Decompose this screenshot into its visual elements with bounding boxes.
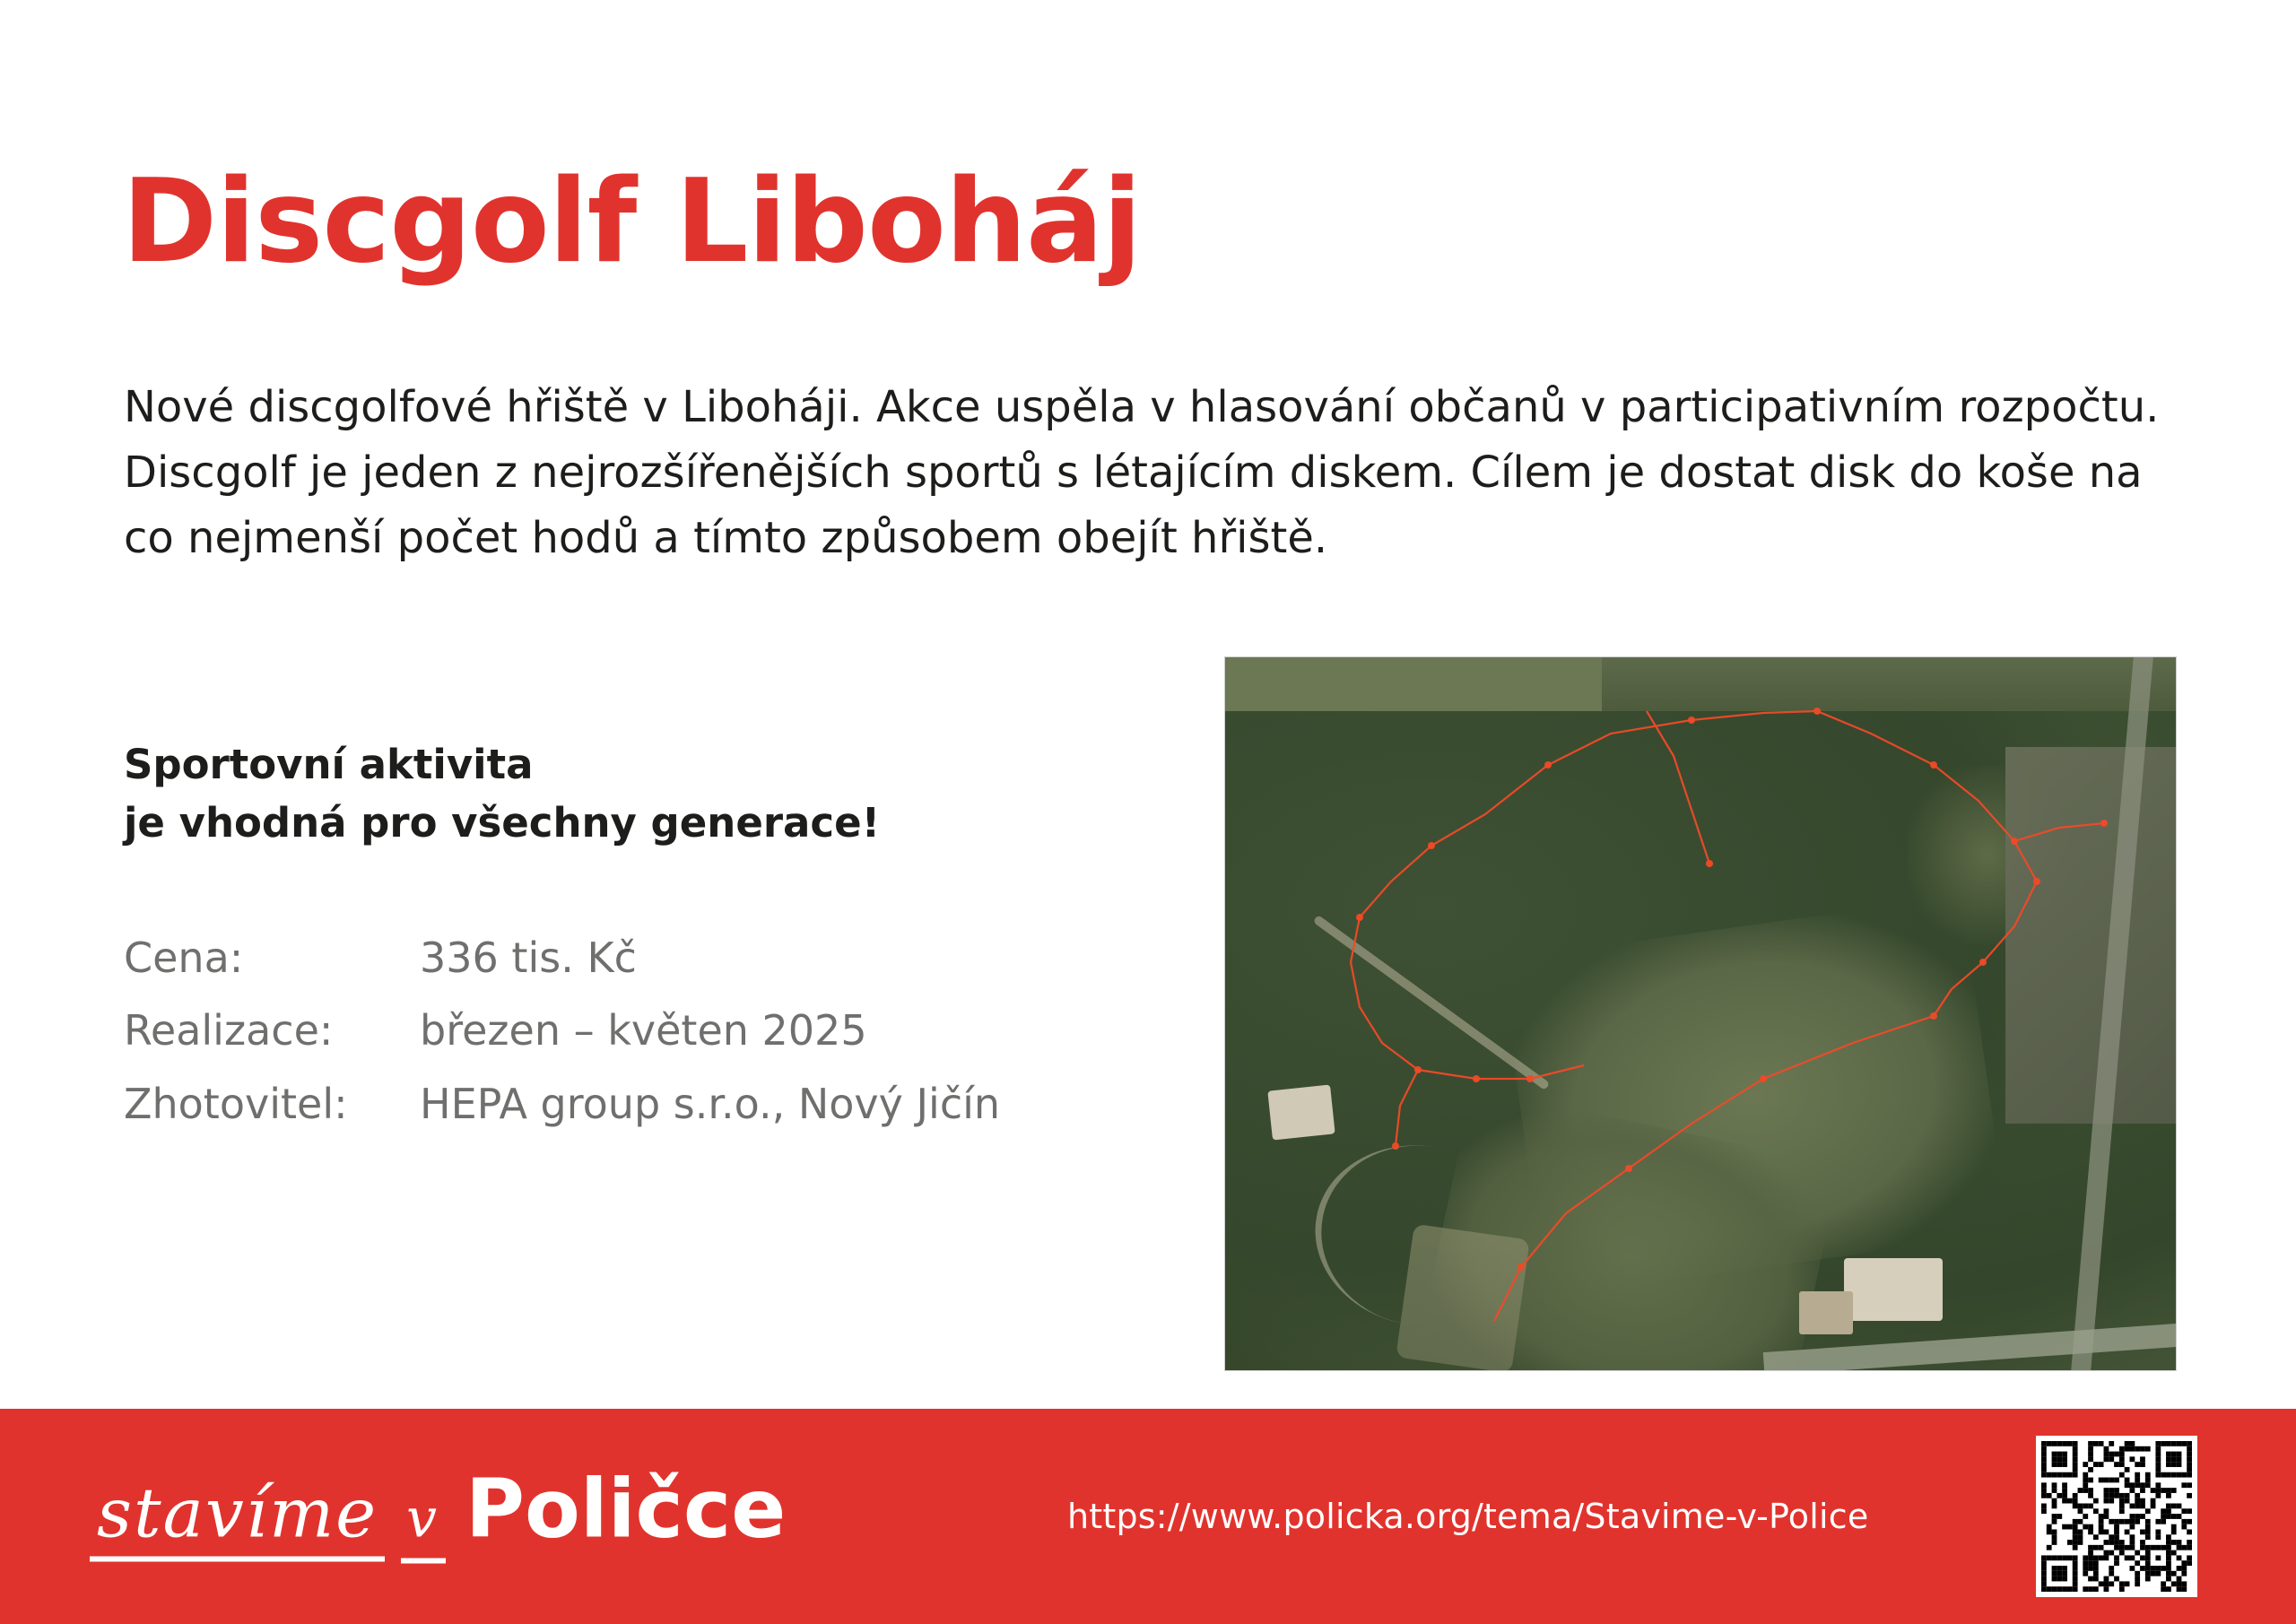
facts-table	[124, 932, 1182, 1132]
highlight-text	[124, 735, 1182, 853]
fact-value-contractor: HEPA group s.r.o., Nový Jičín	[420, 1080, 1001, 1129]
qr-code[interactable]	[2036, 1436, 2197, 1597]
fact-label-price: Cena:	[124, 933, 244, 982]
aerial-photo-canvas	[1225, 657, 2176, 1370]
brand-city-text: Poličce	[465, 1462, 787, 1557]
brand-logo	[90, 1462, 787, 1564]
fact-label-realization: Realizace:	[124, 1006, 334, 1055]
fact-label-contractor: Zhotovitel:	[124, 1080, 348, 1129]
discgolf-course-overlay	[1225, 657, 2176, 1370]
footer-url[interactable]: https://www.policka.org/tema/Stavime-v-Police	[1067, 1497, 1869, 1536]
highlight-line-1: Sportovní aktivita	[124, 741, 534, 788]
aerial-photo	[1225, 657, 2176, 1370]
highlight-line-2: je vhodná pro všechny generace!	[124, 799, 881, 847]
qr-code-image	[2041, 1441, 2192, 1592]
footer-bar	[0, 1409, 2296, 1624]
brand-script-text: stavíme	[90, 1480, 385, 1562]
fact-value-realization: březen – květen 2025	[420, 1006, 867, 1055]
intro-paragraph: Nové discgolfové hřiště v Liboháji. Akce uspěla v hlasování občanů v participativním rozpočtu. Discgolf je jeden z nejrozšířenějších sportů s létajícím diskem. Cílem je dostat disk do koše na co nejmenší počet hodů a tímto způsobem obejít hřiště.	[124, 382, 2160, 563]
fact-value-price: 336 tis. Kč	[420, 933, 637, 982]
page-title: Discgolf Liboháj	[122, 154, 1142, 289]
details-column	[124, 735, 1182, 1132]
brand-preposition: v	[401, 1492, 446, 1564]
